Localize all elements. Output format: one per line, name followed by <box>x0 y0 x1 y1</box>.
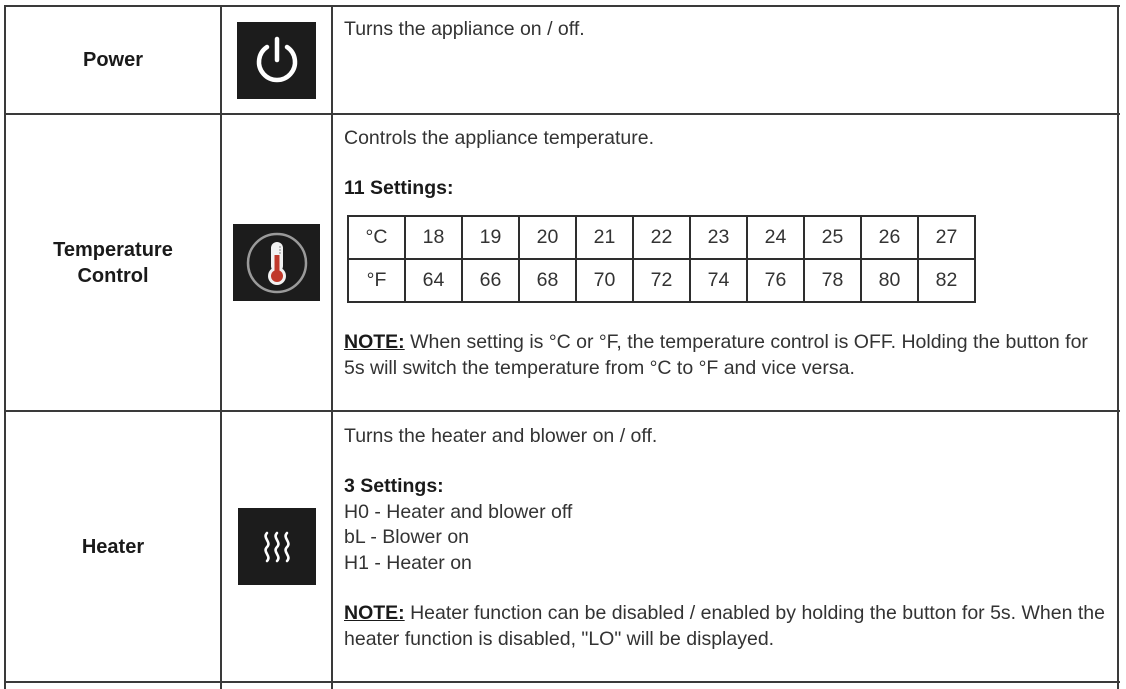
temperature-settings-heading <box>333 176 1113 202</box>
heater-label <box>6 412 220 681</box>
note-label: NOTE: <box>344 331 405 353</box>
power-label <box>6 7 220 113</box>
heat-waves-icon <box>255 525 299 569</box>
heater-note <box>333 601 1113 652</box>
temperature-icon-cell <box>222 115 331 410</box>
celsius-cell: 21 <box>576 216 633 259</box>
fahrenheit-cell: 68 <box>519 259 576 302</box>
fahrenheit-cell: 78 <box>804 259 861 302</box>
celsius-cell: 19 <box>462 216 519 259</box>
power-description <box>333 17 1113 43</box>
power-button-graphic <box>237 22 316 99</box>
fahrenheit-cell: 66 <box>462 259 519 302</box>
fahrenheit-cell: 64 <box>405 259 462 302</box>
heater-note-text: Heater function can be disabled / enabled by holding the button for 5s. When the heater function is disabled, "LO" will be displayed. <box>344 602 1105 650</box>
fahrenheit-unit-cell: °F <box>348 259 405 302</box>
fahrenheit-cell: 82 <box>918 259 975 302</box>
temperature-note-text: When setting is °C or °F, the temperature control is OFF. Holding the button for 5s will switch the temperature from °C to °F and vice versa. <box>344 331 1088 379</box>
fahrenheit-cell: 74 <box>690 259 747 302</box>
celsius-cell: 22 <box>633 216 690 259</box>
celsius-cell: 23 <box>690 216 747 259</box>
power-icon-cell <box>222 7 331 113</box>
temperature-label <box>6 115 220 410</box>
heater-button-graphic <box>238 508 316 585</box>
celsius-cell: 18 <box>405 216 462 259</box>
fahrenheit-cell: 76 <box>747 259 804 302</box>
celsius-cell: 20 <box>519 216 576 259</box>
celsius-cell: 26 <box>861 216 918 259</box>
fahrenheit-row <box>348 259 975 302</box>
temperature-settings-heading-text: 11 Settings: <box>344 177 454 199</box>
celsius-cell: 27 <box>918 216 975 259</box>
heater-icon-cell <box>222 412 331 681</box>
power-description-text: Turns the appliance on / off. <box>344 18 585 40</box>
temperature-note <box>333 330 1113 381</box>
heater-description <box>333 424 1113 450</box>
temperature-label-text: Temperature Control <box>53 238 173 287</box>
fahrenheit-cell: 70 <box>576 259 633 302</box>
celsius-cell: 24 <box>747 216 804 259</box>
heater-settings-heading-text: 3 Settings: <box>344 475 444 497</box>
celsius-row <box>348 216 975 259</box>
heater-label-text: Heater <box>81 535 145 558</box>
celsius-unit-cell: °C <box>348 216 405 259</box>
heater-setting-item: H0 - Heater and blower off <box>344 500 573 523</box>
table-border-right <box>1117 5 1119 689</box>
temperature-description <box>333 126 1113 152</box>
thermometer-icon <box>244 230 310 296</box>
temperature-button-graphic <box>233 224 320 301</box>
power-icon <box>250 33 304 87</box>
temperature-description-text: Controls the appliance temperature. <box>344 127 655 149</box>
celsius-cell: 25 <box>804 216 861 259</box>
heater-setting-item: H1 - Heater on <box>344 551 472 574</box>
temperature-settings-table <box>347 215 976 303</box>
fahrenheit-cell: 80 <box>861 259 918 302</box>
heater-note-paragraph <box>344 601 1113 652</box>
heater-setting-item: bL - Blower on <box>344 526 470 548</box>
temperature-note-paragraph <box>344 330 1113 381</box>
heater-settings <box>333 474 1113 576</box>
heater-description-text: Turns the heater and blower on / off. <box>344 425 658 447</box>
row-divider-3 <box>4 681 1120 683</box>
power-label-text: Power <box>82 49 144 71</box>
note-label: NOTE: <box>344 602 405 624</box>
fahrenheit-cell: 72 <box>633 259 690 302</box>
